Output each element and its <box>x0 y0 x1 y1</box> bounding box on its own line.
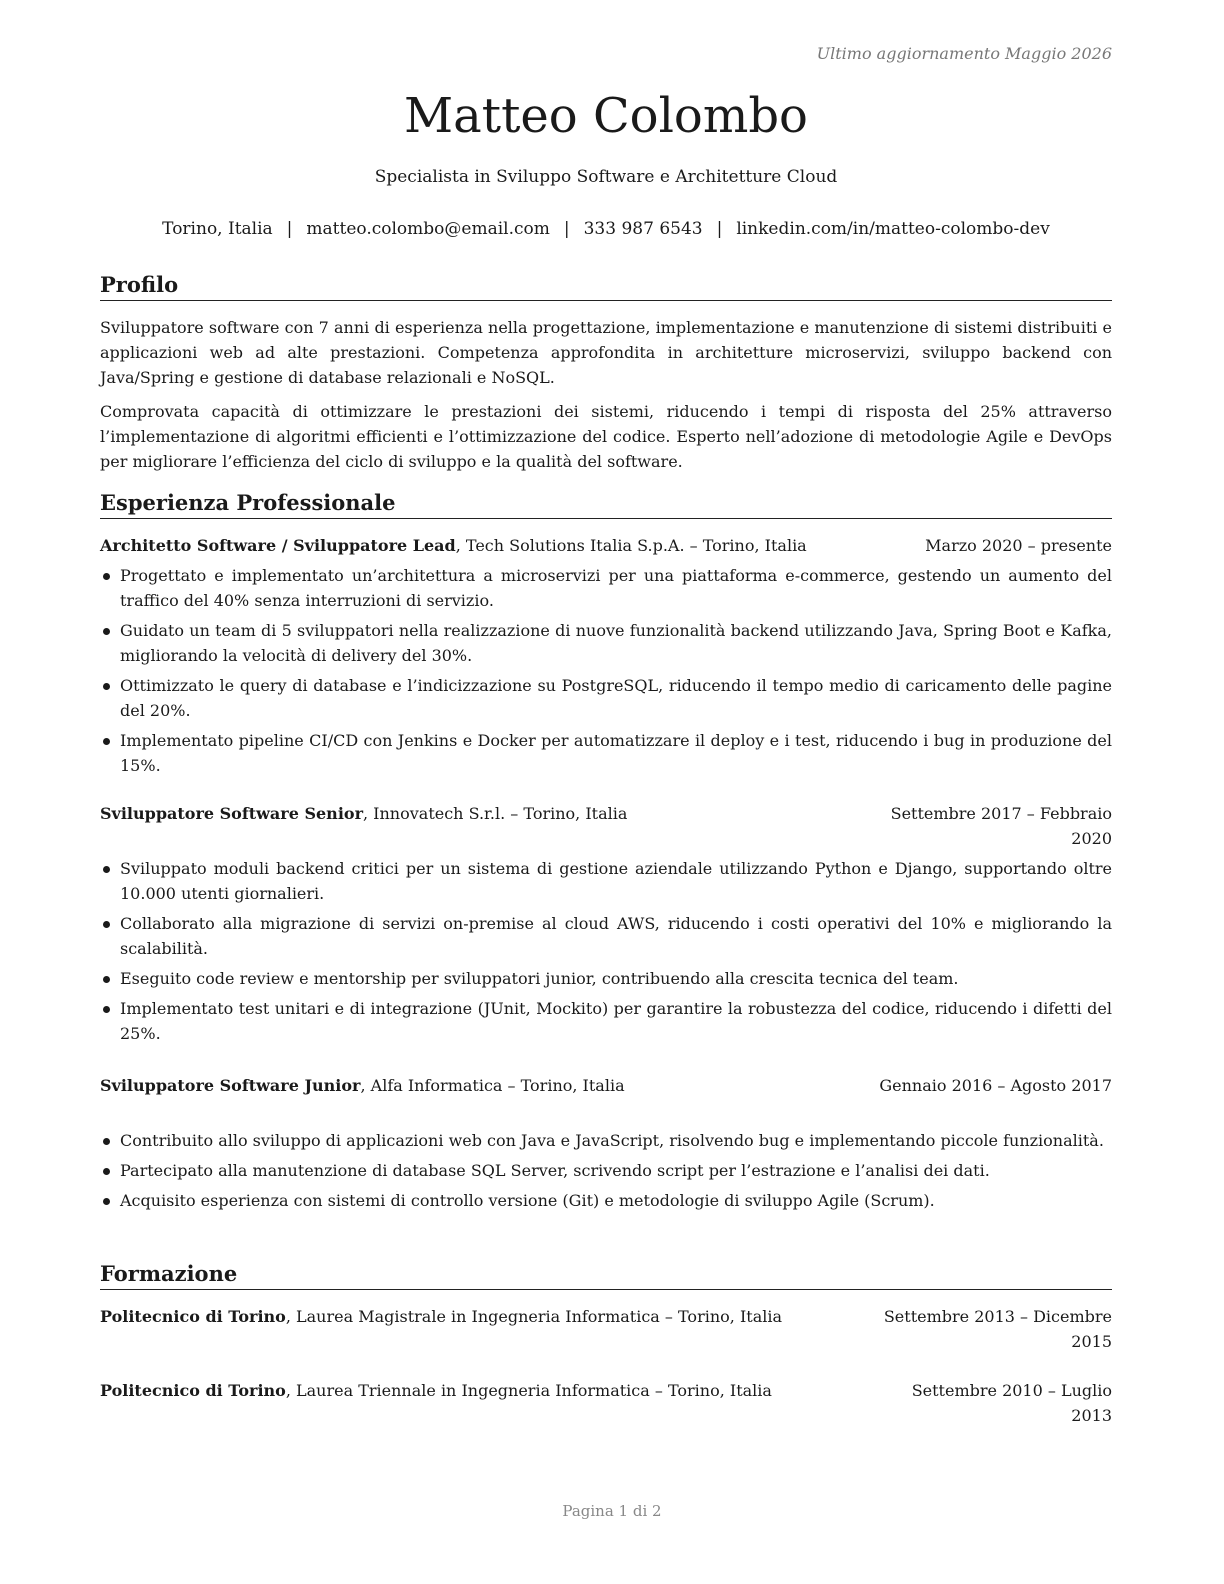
job-dates: Marzo 2020 – presente <box>925 536 1112 555</box>
list-item: Eseguito code review e mentorship per sviluppatori junior, contribuendo alla crescita tecnica del team. <box>100 966 1112 991</box>
education-school: Politecnico di Torino <box>100 1381 286 1400</box>
job-company: , Innovatech S.r.l. – Torino, Italia <box>363 804 628 823</box>
contact-location: Torino, Italia <box>162 219 273 239</box>
education-degree: , Laurea Magistrale in Ingegneria Informatica – Torino, Italia <box>285 1307 782 1326</box>
list-item: Guidato un team di 5 sviluppatori nella realizzazione di nuove funzionalità backend utilizzando Java, Spring Boot e Kafka, migliorando la velocità di delivery del 30%. <box>100 618 1112 668</box>
job-bullets <box>100 1128 1112 1218</box>
contact-line <box>100 219 1112 239</box>
list-item: Acquisito esperienza con sistemi di controllo versione (Git) e metodologie di sviluppo Agile (Scrum). <box>100 1188 1112 1213</box>
section-title-education: Formazione <box>100 1261 1112 1290</box>
job-dates: Gennaio 2016 – Agosto 2017 <box>879 1076 1112 1095</box>
section-title-experience: Esperienza Professionale <box>100 490 1112 519</box>
contact-separator: | <box>716 219 723 239</box>
contact-email[interactable]: matteo.colombo@email.com <box>306 219 550 239</box>
list-item: Progettato e implementato un’architettura a microservizi per una piattaforma e-commerce, gestendo un aumento del traffico del 40% senza interruzioni di servizio. <box>100 563 1112 613</box>
list-item: Contribuito allo sviluppo di applicazioni web con Java e JavaScript, risolvendo bug e implementando piccole funzionalità. <box>100 1128 1112 1153</box>
education-title-line <box>100 1304 782 1329</box>
candidate-subtitle: Specialista in Sviluppo Software e Architetture Cloud <box>374 167 838 187</box>
contact-linkedin[interactable]: linkedin.com/in/matteo-colombo-dev <box>736 219 1050 239</box>
job-title-line <box>100 1073 625 1098</box>
contact-separator: | <box>563 219 570 239</box>
education-dates: Settembre 2013 – Dicembre 2015 <box>883 1307 1112 1351</box>
education-school: Politecnico di Torino <box>100 1307 286 1326</box>
last-updated-note: Ultimo aggiornamento Maggio 2026 <box>816 44 1112 63</box>
education-degree: , Laurea Triennale in Ingegneria Informatica – Torino, Italia <box>285 1381 772 1400</box>
job-bullets <box>100 856 1112 1051</box>
contact-separator: | <box>286 219 293 239</box>
contact-phone: 333 987 6543 <box>583 219 703 239</box>
job-company: , Alfa Informatica – Torino, Italia <box>360 1076 625 1095</box>
job-role: Sviluppatore Software Senior <box>100 804 363 823</box>
list-item: Collaborato alla migrazione di servizi on-premise al cloud AWS, riducendo i costi operativi del 10% e migliorando la scalabilità. <box>100 911 1112 961</box>
profile-paragraph: Comprovata capacità di ottimizzare le prestazioni dei sistemi, riducendo i tempi di risposta del 25% attraverso l’implementazione di algoritmi efficienti e l’ottimizzazione del codice. Esperto nell’adozione di metodologie Agile e DevOps per migliorare l’efficienza del ciclo di sviluppo e la qualità del software. <box>100 402 1112 471</box>
job-title-line <box>100 533 807 558</box>
section-title-profile: Profilo <box>100 272 1112 301</box>
list-item: Sviluppato moduli backend critici per un sistema di gestione aziendale utilizzando Python e Django, supportando oltre 10.000 utenti giornalieri. <box>100 856 1112 906</box>
list-item: Ottimizzato le query di database e l’indicizzazione su PostgreSQL, riducendo il tempo medio di caricamento delle pagine del 20%. <box>100 673 1112 723</box>
profile-paragraph: Sviluppatore software con 7 anni di esperienza nella progettazione, implementazione e manutenzione di sistemi distribuiti e applicazioni web ad alte prestazioni. Competenza approfondita in architetture microservizi, sviluppo backend con Java/Spring e gestione di database relazionali e NoSQL. <box>100 318 1112 387</box>
job-role: Architetto Software / Sviluppatore Lead <box>100 536 456 555</box>
list-item: Partecipato alla manutenzione di database SQL Server, scrivendo script per l’estrazione e l’analisi dei dati. <box>100 1158 1112 1183</box>
list-item: Implementato pipeline CI/CD con Jenkins e Docker per automatizzare il deploy e i test, riducendo i bug in produzione del 15%. <box>100 728 1112 778</box>
job-company: , Tech Solutions Italia S.p.A. – Torino, Italia <box>455 536 807 555</box>
education-dates: Settembre 2010 – Luglio 2013 <box>911 1381 1112 1425</box>
list-item: Implementato test unitari e di integrazione (JUnit, Mockito) per garantire la robustezza del codice, riducendo i difetti del 25%. <box>100 996 1112 1046</box>
candidate-name: Matteo Colombo <box>404 88 808 144</box>
education-title-line <box>100 1378 772 1403</box>
page-number: Pagina 1 di 2 <box>562 1502 662 1520</box>
job-bullets <box>100 563 1112 783</box>
job-role: Sviluppatore Software Junior <box>100 1076 361 1095</box>
job-dates: Settembre 2017 – Febbraio 2020 <box>890 804 1112 848</box>
job-title-line <box>100 801 627 826</box>
